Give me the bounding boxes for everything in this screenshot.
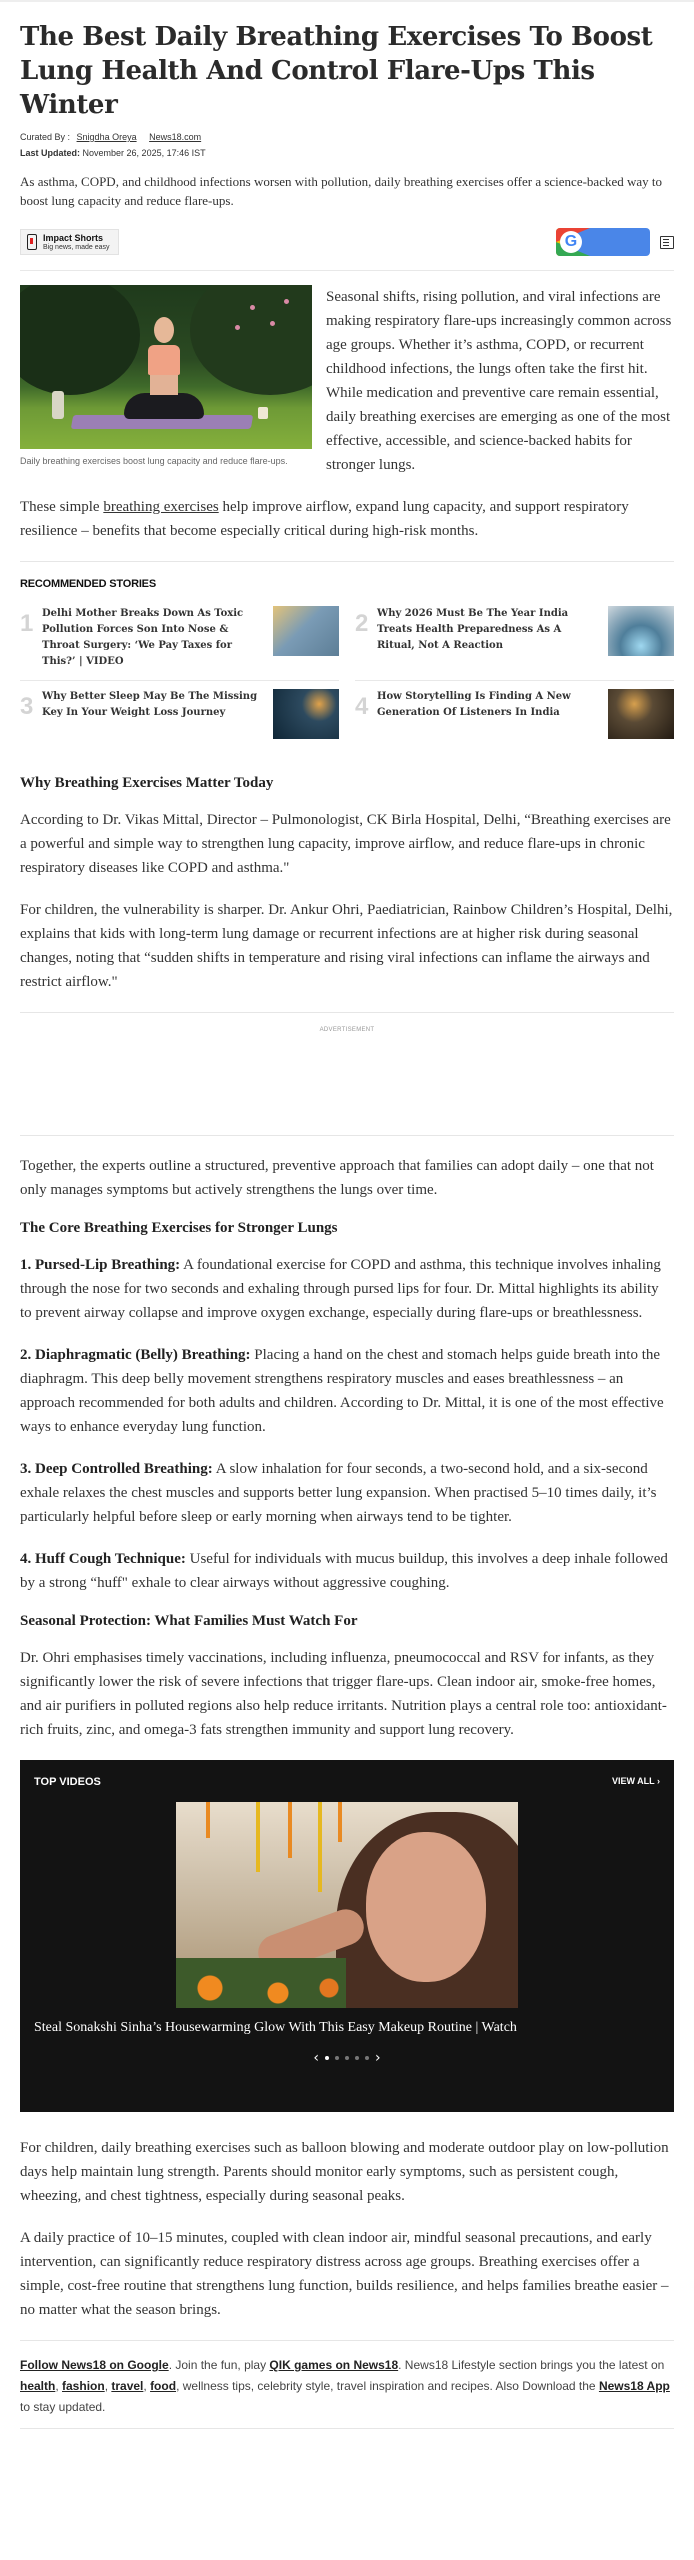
top-videos-title: TOP VIDEOS <box>34 1776 101 1788</box>
impact-shorts-subtitle: Big news, made easy <box>43 243 110 251</box>
carousel-dot-2[interactable] <box>335 2056 339 2060</box>
why-paragraph-1: According to Dr. Vikas Mittal, Director – Pulmonologist, CK Birla Hospital, Delhi, “Breathing exercises are a powerful and simple way to strengthen lung capacity, improve airflow, and reduce flare-ups in chronic respiratory diseases like COPD and asthma." <box>20 812 671 876</box>
recommended-stories-title: RECOMMENDED STORIES <box>20 578 156 590</box>
section-heading-seasonal: Seasonal Protection: What Families Must Watch For <box>20 1613 358 1629</box>
divider <box>20 2428 674 2429</box>
view-all-link[interactable]: VIEW ALL › <box>611 1776 660 1786</box>
google-preferred-source-button[interactable] <box>556 228 650 256</box>
story-headline: Delhi Mother Breaks Down As Toxic Pollution Forces Son Into Nose & Throat Surgery: ‘We Pay Taxes for This?’ | VIDEO <box>42 608 244 667</box>
lead-figure <box>20 285 312 468</box>
story-number: 1 <box>20 610 34 637</box>
divider <box>20 561 674 562</box>
story-thumbnail <box>608 606 674 656</box>
carousel-dot-3[interactable] <box>345 2056 349 2060</box>
impact-shorts-text <box>43 233 110 252</box>
divider <box>20 1135 674 1136</box>
chevron-right-icon[interactable]: › <box>375 2050 381 2066</box>
why-paragraph-2: For children, the vulnerability is sharper. Dr. Ankur Ohri, Paediatrician, Rainbow Children’s Hospital, Delhi, explains that kids with long-term lung damage or recurrent infections are at higher risk during seasonal changes, noting that “sudden shifts in temperature and rising viral infections can inflame the airways and restrict airflow." <box>20 902 673 990</box>
story-number: 3 <box>20 693 34 720</box>
divider <box>20 2340 674 2341</box>
top-border <box>0 0 694 2</box>
google-icon: G <box>560 231 582 253</box>
recommended-story-3[interactable] <box>20 681 339 749</box>
image-caption: Daily breathing exercises boost lung capacity and reduce flare-ups. <box>20 456 288 466</box>
impact-shorts-title: Impact Shorts <box>43 232 104 243</box>
byline <box>20 132 674 142</box>
carousel-dot-1[interactable] <box>325 2056 329 2060</box>
travel-link[interactable]: travel <box>111 2379 144 2393</box>
last-updated <box>20 148 674 158</box>
phone-flash-icon <box>27 234 37 250</box>
impact-shorts-button[interactable] <box>20 229 119 255</box>
advertisement-slot <box>20 1027 674 1135</box>
exercise-3: 3. Deep Controlled Breathing: A slow inhalation for four seconds, a two-second hold, and a six-second exhale relaxes the chest muscles and supports better lung expansion. When practised 5–10 times daily, it’s particularly helpful before sleep or early morning when airways tend to be tighter. <box>20 1461 657 1525</box>
health-link[interactable]: health <box>20 2379 56 2393</box>
advertisement-label: ADVERTISEMENT <box>319 1027 375 1033</box>
chevron-right-icon: › <box>657 1776 660 1786</box>
section-heading-why: Why Breathing Exercises Matter Today <box>20 775 274 791</box>
last-updated-value: November 26, 2025, 17:46 IST <box>82 148 206 158</box>
story-thumbnail <box>273 606 339 656</box>
follow-news18-google-link[interactable]: Follow News18 on Google <box>20 2358 169 2372</box>
recommended-stories-grid <box>20 598 674 749</box>
lead-section <box>20 285 674 477</box>
exercise-2: 2. Diaphragmatic (Belly) Breathing: Placing a hand on the chest and stomach helps guide breath into the diaphragm. This deep belly movement strengthens respiratory muscles and eases breathlessness – an approach recommended for both adults and children. According to Dr. Mittal, it is one of the most effective ways to enhance everyday lung function. <box>20 1347 664 1435</box>
story-headline: Why Better Sleep May Be The Missing Key In Your Weight Loss Journey <box>42 691 258 718</box>
site-link[interactable]: News18.com <box>149 132 202 142</box>
article-container <box>0 20 694 2429</box>
fashion-link[interactable]: fashion <box>62 2379 105 2393</box>
carousel-controls <box>20 2050 674 2066</box>
author-link[interactable]: Snigdha Oreya <box>76 132 137 142</box>
article-title: The Best Daily Breathing Exercises To Boost Lung Health And Control Flare-Ups This Winter <box>20 22 653 120</box>
qik-games-link[interactable]: QIK games on News18 <box>269 2358 399 2372</box>
story-headline: Why 2026 Must Be The Year India Treats Health Preparedness As A Ritual, Not A Reaction <box>377 608 569 651</box>
lead-image-woman-meditating <box>20 285 312 449</box>
chevron-left-icon[interactable]: ‹ <box>313 2050 319 2066</box>
video-thumbnail[interactable] <box>176 1802 518 2008</box>
news18-app-link[interactable]: News18 App <box>598 2379 670 2393</box>
recommended-story-4[interactable] <box>355 681 674 749</box>
carousel-dot-4[interactable] <box>355 2056 359 2060</box>
story-number: 2 <box>355 610 369 637</box>
breathing-exercises-link[interactable]: breathing exercises <box>103 499 219 515</box>
video-caption[interactable]: Steal Sonakshi Sinha’s Housewarming Glow With This Easy Makeup Routine | Watch <box>34 2020 517 2035</box>
recommended-story-1[interactable] <box>20 598 339 681</box>
exercise-4: 4. Huff Cough Technique: Useful for individuals with mucus buildup, this involves a deep inhale followed by a strong “huff" exhale to clear airways without aggressive coughing. <box>20 1551 668 1591</box>
recommended-story-2[interactable] <box>355 598 674 681</box>
footer-note: Follow News18 on Google. Join the fun, play QIK games on News18. News18 Lifestyle section brings you the latest on health, fashion, travel, food, wellness tips, celebrity style, travel inspiration and recipes. Also Download the News18 App to stay updated. <box>20 2358 670 2414</box>
seasonal-paragraph: Dr. Ohri emphasises timely vaccinations, including influenza, pneumococcal and RSV for infants, as they significantly lower the risk of severe infections that trigger flare-ups. Clean indoor air, smoke-free homes, and air purifiers in polluted regions also help reduce irritants. Nutrition plays a central role too: antioxidant-rich fruits, zinc, and omega-3 fats strengthen immunity and support lung recovery. <box>20 1650 667 1738</box>
article-toolbar <box>20 224 674 271</box>
section-heading-core: The Core Breathing Exercises for Stronger Lungs <box>20 1220 338 1236</box>
divider <box>20 1012 674 1013</box>
right-tools <box>556 228 674 256</box>
story-number: 4 <box>355 693 369 720</box>
curated-by-label: Curated By : <box>20 132 71 142</box>
carousel-dot-5[interactable] <box>365 2056 369 2060</box>
article-summary: As asthma, COPD, and childhood infections worsen with pollution, daily breathing exercises offer a science-backed way to boost lung capacity and reduce flare-ups. <box>20 174 663 208</box>
top-videos-widget <box>20 1760 674 2112</box>
story-headline: How Storytelling Is Finding A New Generation Of Listeners In India <box>377 691 571 718</box>
closing-paragraph: A daily practice of 10–15 minutes, coupled with clean indoor air, mindful seasonal precautions, and early intervention, can significantly reduce respiratory distress across age groups. Breathing exercises offer a simple, cost-free routine that strengthens lung function, builds resilience, and helps families breathe easier – no matter what the season brings. <box>20 2230 669 2318</box>
food-link[interactable]: food <box>150 2379 177 2393</box>
children-paragraph: For children, daily breathing exercises such as balloon blowing and moderate outdoor play on low-pollution days help maintain lung strength. Parents should monitor early symptoms, such as persistent cough, wheezing, and chest tightness, especially during seasonal peaks. <box>20 2140 669 2204</box>
lead-paragraph: Seasonal shifts, rising pollution, and viral infections are making respiratory flare-ups increasingly common across age groups. Whether it’s asthma, COPD, or recurrent childhood infections, the lungs often take the first hit. While medication and preventive care remain essential, daily breathing exercises are emerging as one of the most effective, accessible, and science-backed habits for stronger lungs. <box>326 289 672 473</box>
top-videos-header <box>20 1760 674 1788</box>
exercise-1: 1. Pursed-Lip Breathing: A foundational exercise for COPD and asthma, this technique involves inhaling through the nose for two seconds and exhaling through pursed lips for four. Dr. Mittal highlights its ability to prevent airway collapse and improve oxygen exchange, especially during flare-ups or breathlessness. <box>20 1257 661 1321</box>
story-thumbnail <box>608 689 674 739</box>
story-thumbnail <box>273 689 339 739</box>
together-paragraph: Together, the experts outline a structured, preventive approach that families can adopt daily – one that not only manages symptoms but actively strengthens the lungs over time. <box>20 1158 654 1198</box>
intro-paragraph-2: These simple breathing exercises help improve airflow, expand lung capacity, and support respiratory resilience – benefits that become especially critical during high-risk months. <box>20 499 629 539</box>
last-updated-label: Last Updated: <box>20 148 81 158</box>
comments-icon[interactable] <box>660 236 674 249</box>
